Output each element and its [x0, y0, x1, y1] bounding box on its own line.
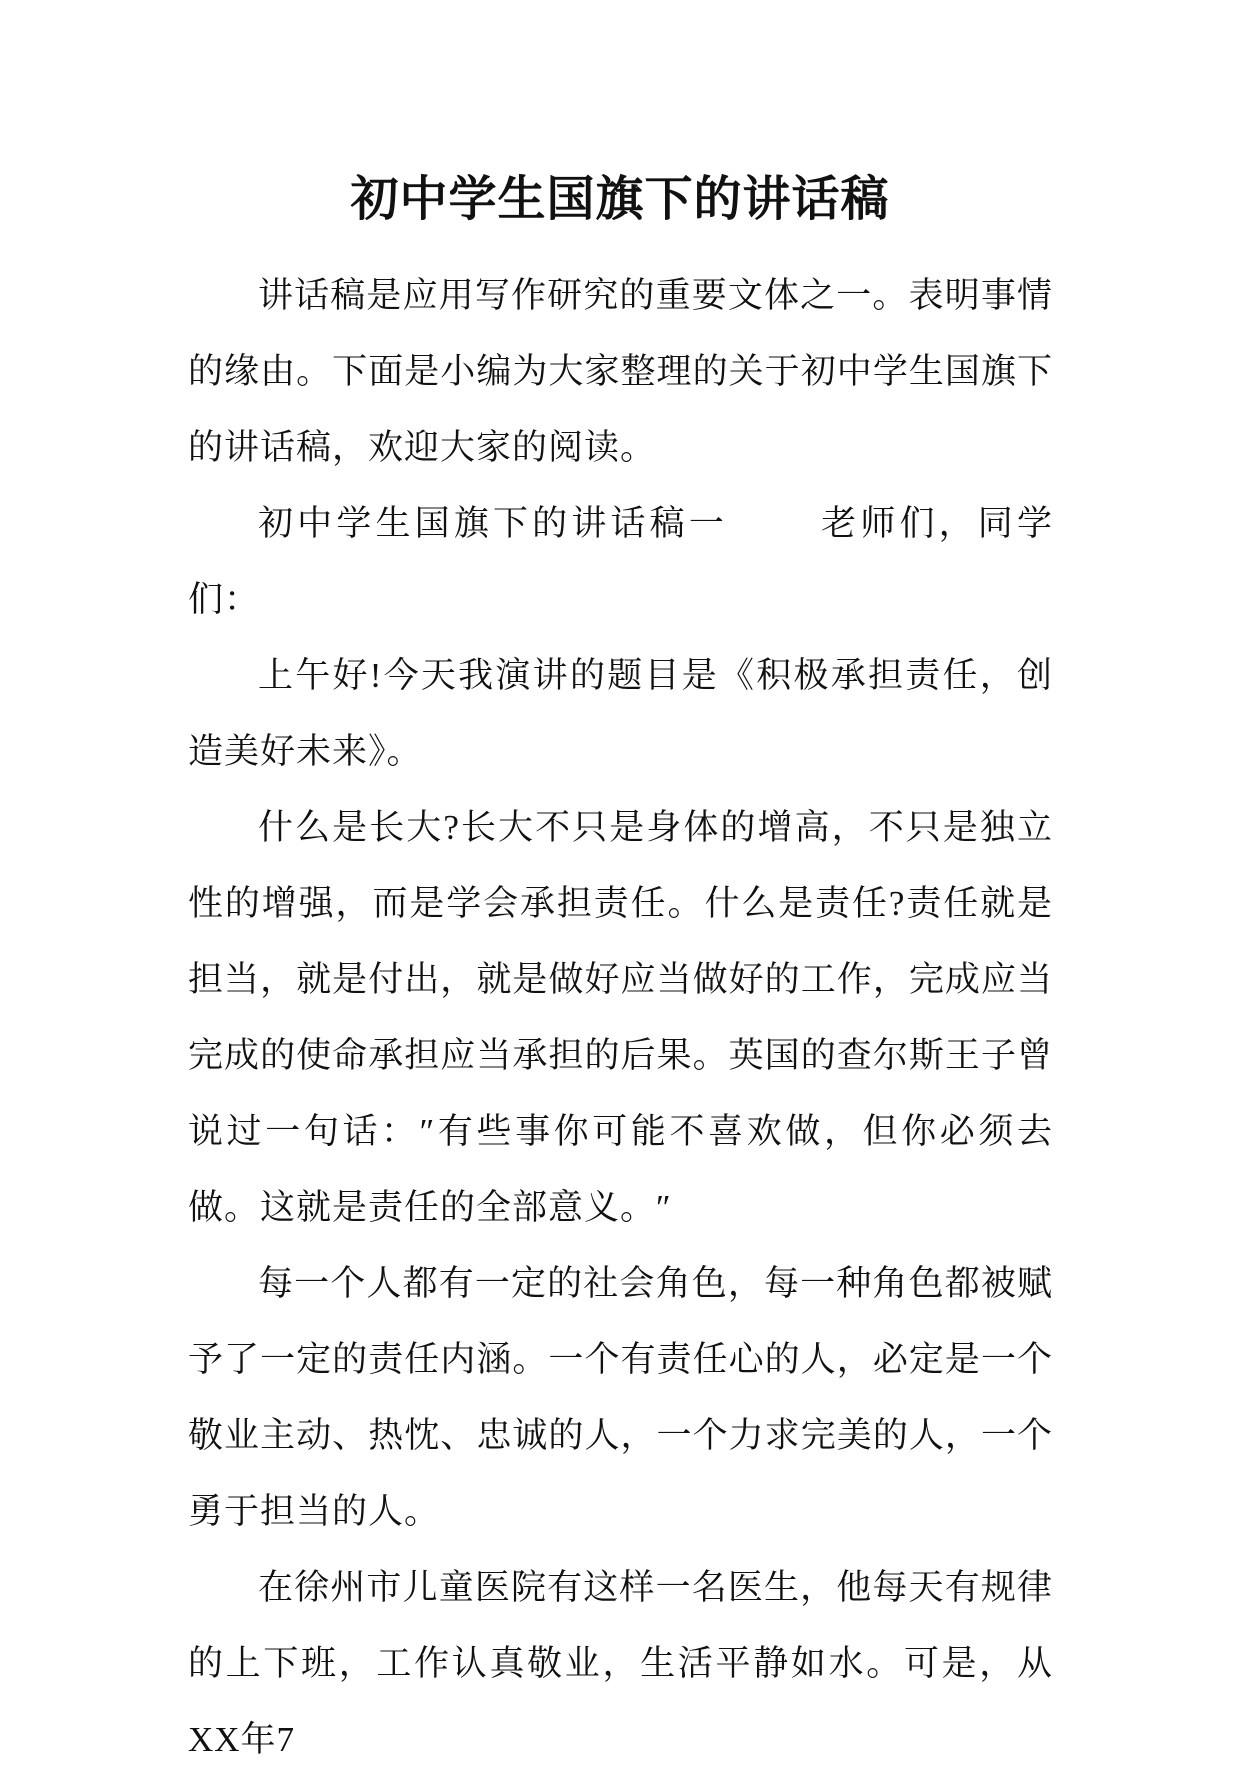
paragraph-greeting: 上午好!今天我演讲的题目是《积极承担责任，创造美好未来》。 [188, 656, 1053, 771]
speech-salutation: 老师们，同学们： [188, 504, 1053, 619]
paragraph-doctor-story: 在徐州市儿童医院有这样一名医生，他每天有规律的上下班，工作认真敬业，生活平静如水。可是，从XX年7 [188, 1568, 1053, 1759]
speech-heading-line [188, 486, 1053, 638]
paragraph-social-role: 每一个人都有一定的社会角色，每一种角色都被赋予了一定的责任内涵。一个有责任心的人，必定是一个敬业主动、热忱、忠诚的人，一个力求完美的人，一个勇于担当的人。 [188, 1264, 1053, 1531]
speech-subtitle: 初中学生国旗下的讲话稿一 [258, 504, 728, 543]
paragraph-intro: 讲话稿是应用写作研究的重要文体之一。表明事情的缘由。下面是小编为大家整理的关于初中学生国旗下的讲话稿，欢迎大家的阅读。 [188, 276, 1053, 467]
document-title: 初中学生国旗下的讲话稿 [350, 173, 890, 226]
paragraph-responsibility: 什么是长大?长大不只是身体的增高，不只是独立性的增强，而是学会承担责任。什么是责任?责任就是担当，就是付出，就是做好应当做好的工作，完成应当完成的使命承担应当承担的后果。英国的查尔斯王子曾说过一句话：″有些事你可能不喜欢做，但你必须去做。这就是责任的全部意义。″ [188, 808, 1053, 1227]
document-body [188, 258, 1053, 1778]
